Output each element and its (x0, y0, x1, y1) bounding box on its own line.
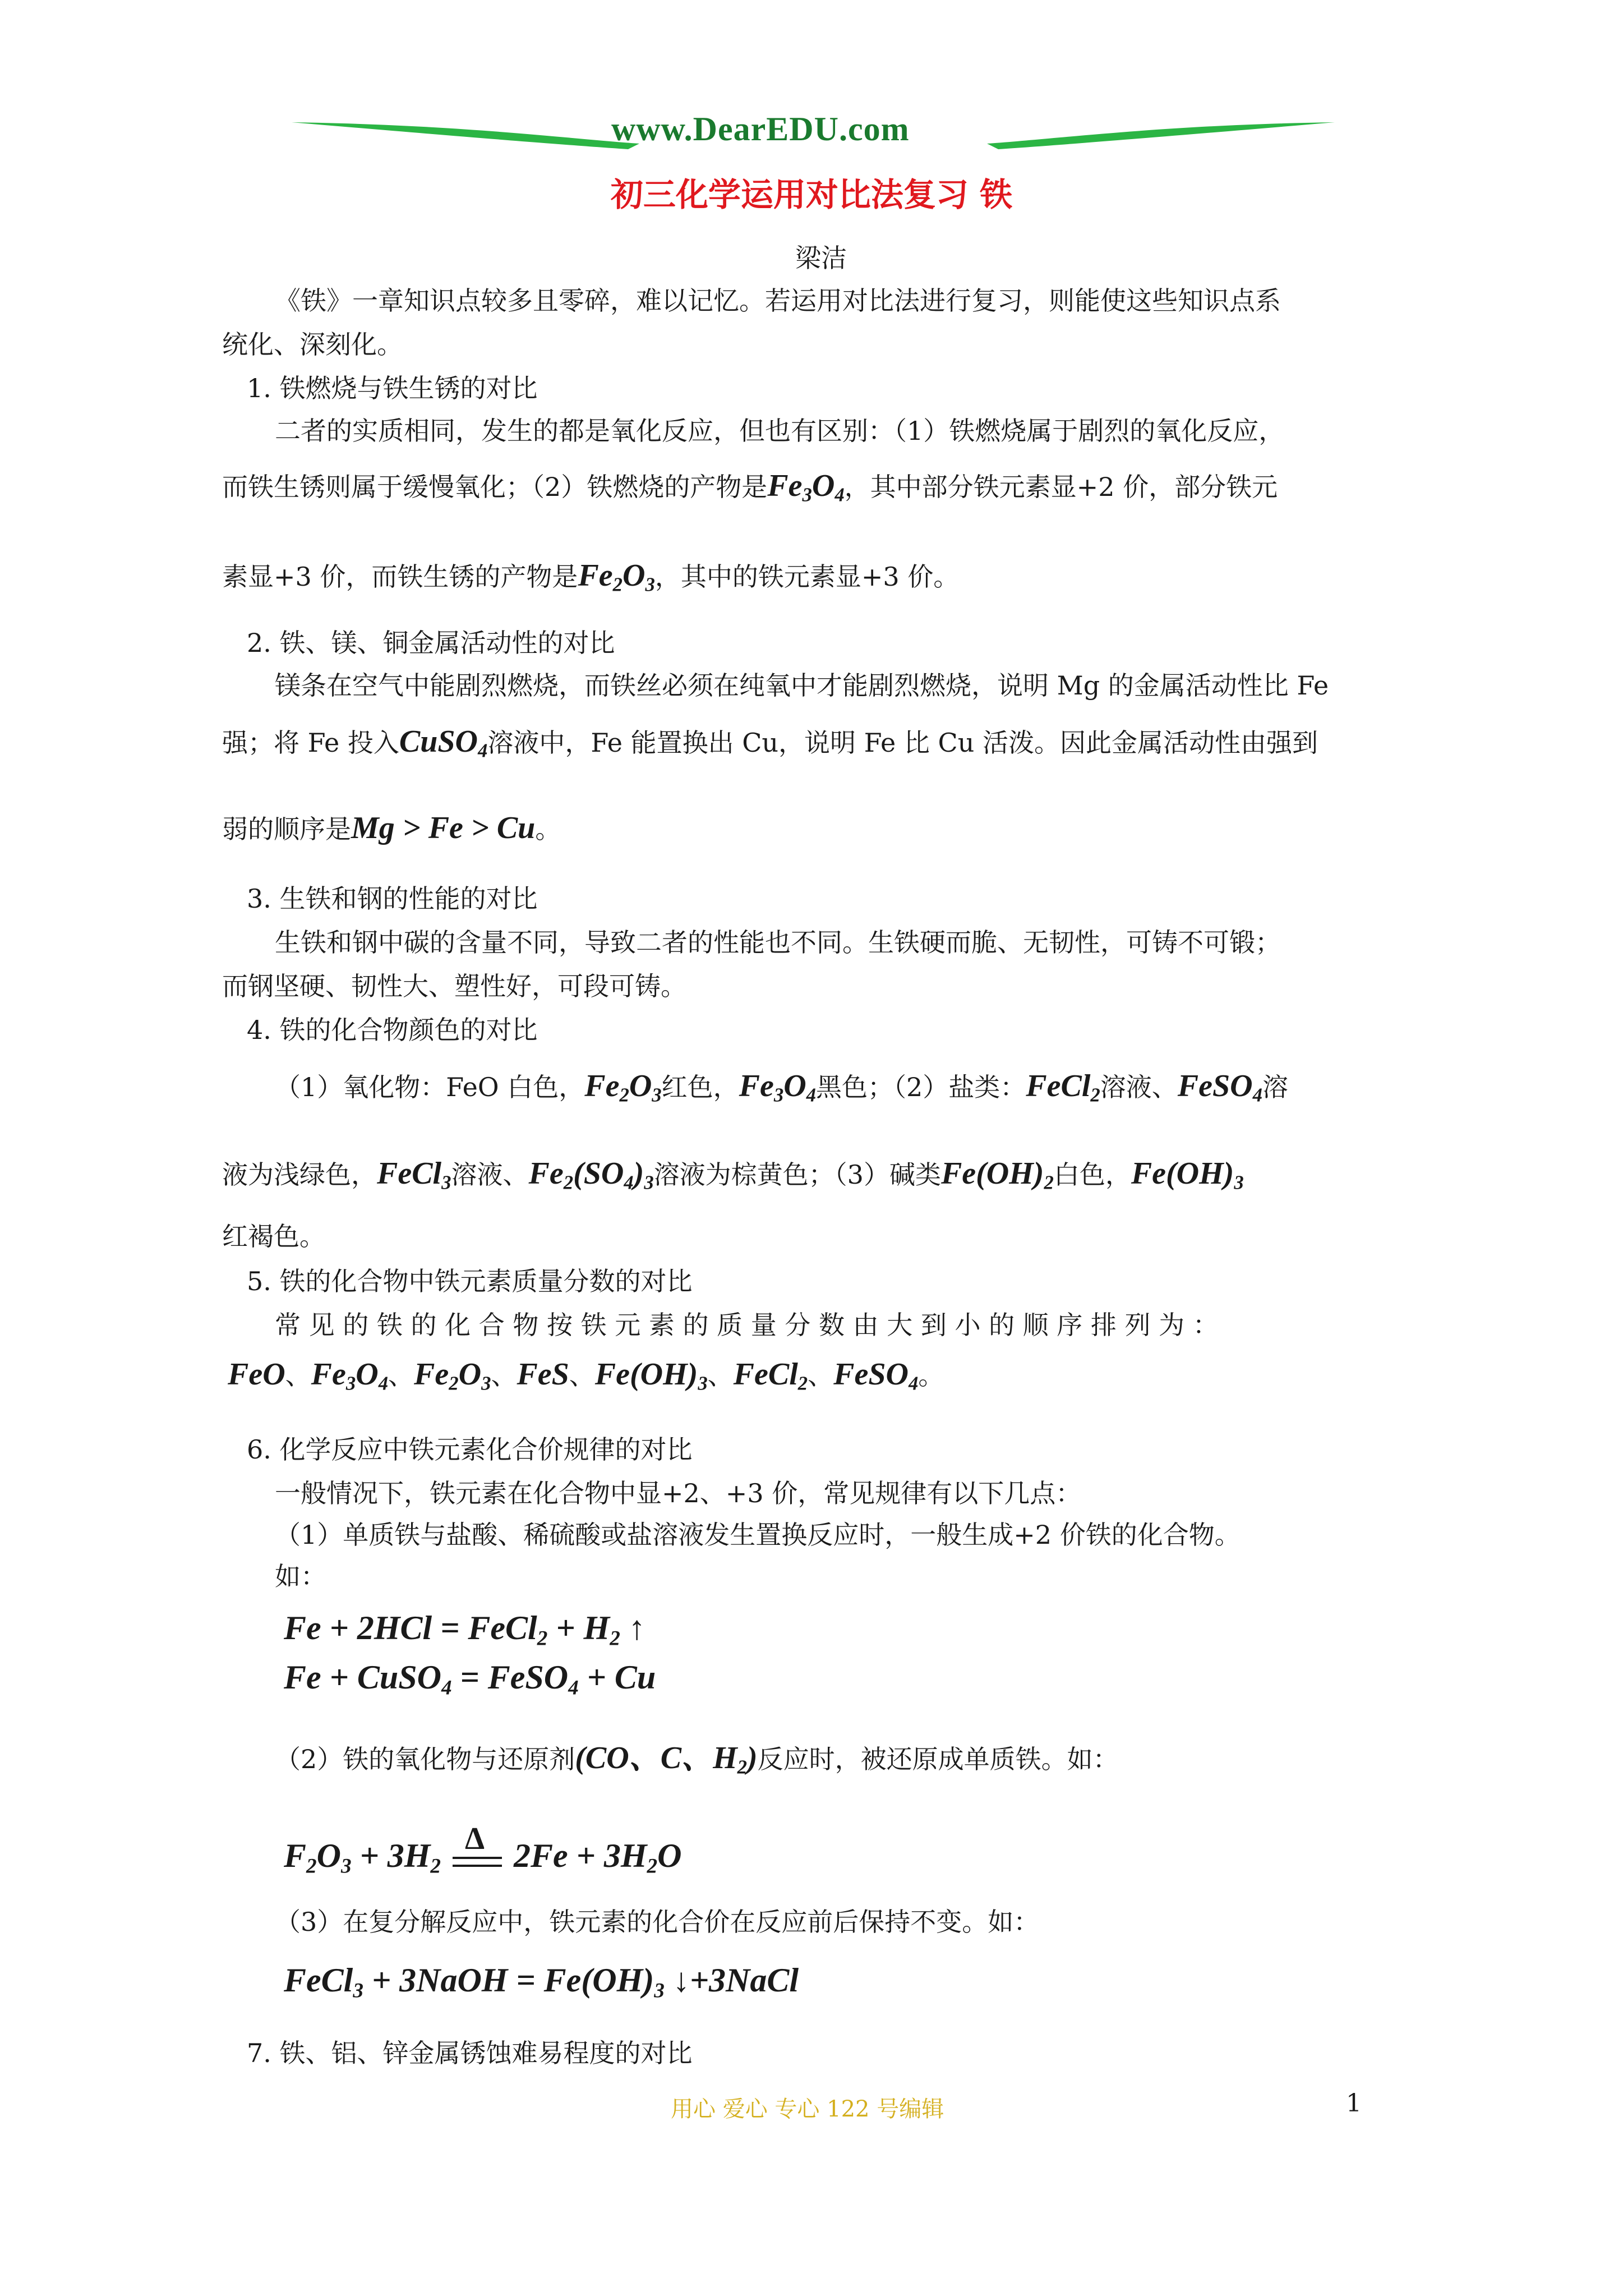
footer-note: 用心 爱心 专心 122 号编辑 (671, 2096, 944, 2122)
section-1-line-1: 二者的实质相同，发生的都是氧化反应，但也有区别：（1）铁燃烧属于剧烈的氧化反应， (275, 416, 1285, 446)
formula-fe3o4: $Fe_3O_4$ (767, 468, 845, 506)
section-7-heading: 7. 铁、铝、锌金属锈蚀难易程度的对比 (247, 2038, 693, 2068)
section-2-line-3: 弱的顺序是Mg > Fe > Cu。 (222, 811, 561, 845)
section-1-line-3: 素显+3 价，而铁生锈的产物是$Fe_2O_3$，其中的铁元素显+3 价。 (222, 558, 960, 596)
equation-fecl3-naoh: FeCl$_3$ + 3NaOH = $Fe(OH)_3$ ↓+3NaCl (284, 1962, 799, 2003)
intro-line-1: 《铁》一章知识点较多且零碎，难以记忆。若运用对比法进行复习，则能使这些知识点系 (275, 286, 1281, 316)
section-4-line-3: 红褐色。 (222, 1221, 325, 1251)
heat-delta-symbol: Δ (465, 1821, 485, 1857)
section-3-line-2: 而钢坚硬、韧性大、塑性好，可段可铸。 (222, 971, 686, 1001)
equation-reduction: $F_2O_3 + 3H_2$ Δ $2Fe + 3H_2O$ (284, 1833, 681, 1889)
section-2-line-1: 镁条在空气中能剧烈燃烧，而铁丝必须在纯氧中才能剧烈燃烧，说明 Mg 的金属活动性比 Fe (275, 670, 1329, 701)
section-1-line-2: 而铁生锈则属于缓慢氧化；（2）铁燃烧的产物是$Fe_3O_4$，其中部分铁元素显+2 价，部分铁元 (222, 468, 1278, 506)
document-title: 初三化学运用对比法复习 铁 (610, 176, 1013, 214)
author: 梁洁 (795, 243, 847, 273)
section-6-point-2: （2）铁的氧化物与还原剂(CO、C、$H_2$)反应时，被还原成单质铁。如： (275, 1741, 1119, 1778)
section-5-heading: 5. 铁的化合物中铁元素质量分数的对比 (247, 1266, 693, 1296)
section-6-point-3: （3）在复分解反应中，铁元素的化合价在反应前后保持不变。如： (275, 1907, 1040, 1937)
equation-fe-hcl: Fe + 2HCl = FeCl$_2$ + $H_2$ ↑ (284, 1609, 645, 1650)
section-3-heading: 3. 生铁和钢的性能的对比 (247, 884, 538, 914)
equation-fe-cuso4: Fe + CuSO$_4$ = FeSO$_4$ + Cu (284, 1659, 656, 1700)
section-6-line-3: 如： (275, 1561, 326, 1591)
section-2-heading: 2. 铁、镁、铜金属活动性的对比 (247, 628, 615, 658)
section-4-line-1: （1）氧化物：FeO 白色，$Fe_2O_3$红色，$Fe_3O_4$黑色；（2）盐类：FeCl$_2$溶液、FeSO$_4$溶 (275, 1069, 1288, 1106)
section-1-heading: 1. 铁燃烧与铁生锈的对比 (247, 373, 538, 403)
header-url: www.DearEDU.com (611, 111, 910, 148)
section-3-line-1: 生铁和钢中碳的含量不同，导致二者的性能也不同。生铁硬而脆、无韧性，可铸不可锻； (275, 927, 1281, 958)
section-5-line-1: 常 见 的 铁 的 化 合 物 按 铁 元 素 的 质 量 分 数 由 大 到 小 的 顺 序 排 列 为 ： (275, 1310, 1219, 1340)
section-5-compound-list: FeO、$Fe_3O_4$、$Fe_2O_3$、FeS、$Fe(OH)_3$、FeCl$_2$、FeSO$_4$。 (228, 1357, 944, 1395)
section-4-heading: 4. 铁的化合物颜色的对比 (247, 1015, 538, 1045)
formula-cuso4: CuSO$_4$ (399, 724, 488, 762)
section-6-line-2: （1）单质铁与盐酸、稀硫酸或盐溶液发生置换反应时，一般生成+2 价铁的化合物。 (275, 1520, 1241, 1550)
intro-line-2: 统化、深刻化。 (222, 329, 403, 360)
formula-fe2o3: $Fe_2O_3$ (578, 558, 655, 596)
section-6-heading: 6. 化学反应中铁元素化合价规律的对比 (247, 1434, 693, 1465)
activity-order: Mg > Fe > Cu (351, 811, 536, 845)
section-6-line-1: 一般情况下，铁元素在化合物中显+2、+3 价，常见规律有以下几点： (275, 1478, 1082, 1508)
section-4-line-2: 液为浅绿色，FeCl$_3$溶液、$Fe_2(SO_4)_3$溶液为棕黄色；（3）碱类$Fe(OH)_2$白色，$Fe(OH)_3$ (222, 1156, 1244, 1194)
page-number: 1 (1346, 2089, 1362, 2118)
section-2-line-2: 强；将 Fe 投入CuSO$_4$溶液中，Fe 能置换出 Cu，说明 Fe 比 Cu 活泼。因此金属活动性由强到 (222, 724, 1318, 762)
